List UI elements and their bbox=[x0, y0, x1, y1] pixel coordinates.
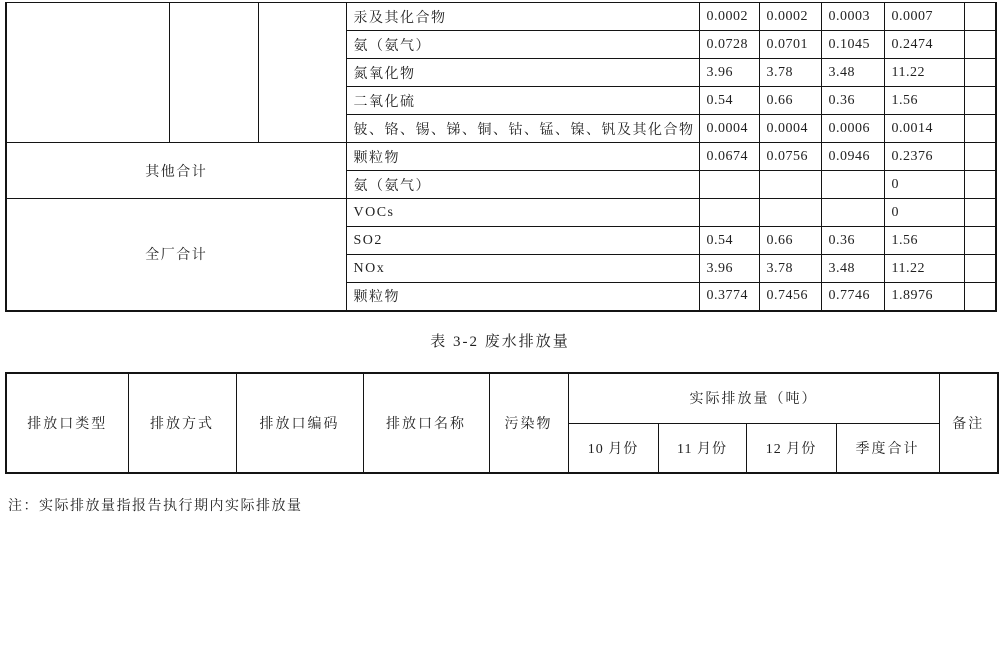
value-cell bbox=[759, 171, 821, 199]
carryover-cell-2 bbox=[169, 3, 258, 143]
value-cell: 0.7456 bbox=[759, 283, 821, 311]
value-cell: 0 bbox=[884, 171, 964, 199]
value-cell: 0.0701 bbox=[759, 31, 821, 59]
remark-cell bbox=[964, 87, 996, 115]
value-cell: 0.0674 bbox=[699, 143, 759, 171]
pollutant-cell: NOx bbox=[346, 255, 699, 283]
value-cell: 0.0728 bbox=[699, 31, 759, 59]
value-cell bbox=[759, 199, 821, 227]
header-pollutant: 污染物 bbox=[489, 373, 568, 473]
value-cell: 0.2474 bbox=[884, 31, 964, 59]
pollutant-cell: SO2 bbox=[346, 227, 699, 255]
value-cell: 0.0004 bbox=[699, 115, 759, 143]
value-cell: 0.0006 bbox=[821, 115, 884, 143]
value-cell: 0.7746 bbox=[821, 283, 884, 311]
value-cell: 3.78 bbox=[759, 255, 821, 283]
value-cell bbox=[699, 171, 759, 199]
emission-table-continued bbox=[5, 2, 997, 312]
pollutant-cell: 氮氧化物 bbox=[346, 59, 699, 87]
value-cell: 3.78 bbox=[759, 59, 821, 87]
header-actual-emission: 实际排放量（吨） bbox=[568, 373, 939, 423]
remark-cell bbox=[964, 31, 996, 59]
header-quarter-total: 季度合计 bbox=[836, 423, 939, 473]
value-cell: 0.0007 bbox=[884, 3, 964, 31]
remark-cell bbox=[964, 199, 996, 227]
wastewater-table bbox=[5, 372, 999, 474]
table-row bbox=[6, 199, 996, 227]
value-cell: 0.0946 bbox=[821, 143, 884, 171]
value-cell: 3.96 bbox=[699, 59, 759, 87]
value-cell: 1.56 bbox=[884, 87, 964, 115]
table-row bbox=[6, 3, 996, 31]
value-cell bbox=[699, 199, 759, 227]
value-cell: 0.36 bbox=[821, 227, 884, 255]
table-header-row bbox=[6, 373, 998, 423]
table-row bbox=[6, 143, 996, 171]
value-cell: 0.0002 bbox=[759, 3, 821, 31]
value-cell: 0.0003 bbox=[821, 3, 884, 31]
value-cell: 3.48 bbox=[821, 255, 884, 283]
header-month-dec: 12 月份 bbox=[746, 423, 836, 473]
header-remark: 备注 bbox=[939, 373, 998, 473]
remark-cell bbox=[964, 59, 996, 87]
value-cell: 0.0014 bbox=[884, 115, 964, 143]
value-cell: 11.22 bbox=[884, 255, 964, 283]
plant-total-label: 全厂合计 bbox=[6, 199, 346, 311]
other-total-label: 其他合计 bbox=[6, 143, 346, 199]
pollutant-cell: 氨（氨气） bbox=[346, 31, 699, 59]
pollutant-cell: VOCs bbox=[346, 199, 699, 227]
header-outlet-type: 排放口类型 bbox=[6, 373, 128, 473]
pollutant-cell: 颗粒物 bbox=[346, 143, 699, 171]
value-cell bbox=[821, 171, 884, 199]
value-cell: 11.22 bbox=[884, 59, 964, 87]
header-outlet-name: 排放口名称 bbox=[363, 373, 489, 473]
value-cell: 0.66 bbox=[759, 227, 821, 255]
remark-cell bbox=[964, 283, 996, 311]
pollutant-cell: 铍、铬、锡、锑、铜、钴、锰、镍、钒及其化合物 bbox=[346, 115, 699, 143]
remark-cell bbox=[964, 171, 996, 199]
value-cell: 0 bbox=[884, 199, 964, 227]
value-cell: 0.3774 bbox=[699, 283, 759, 311]
value-cell: 0.0004 bbox=[759, 115, 821, 143]
header-month-nov: 11 月份 bbox=[658, 423, 746, 473]
remark-cell bbox=[964, 255, 996, 283]
footnote: 注：实际排放量指报告执行期内实际排放量 bbox=[8, 499, 303, 514]
value-cell: 1.8976 bbox=[884, 283, 964, 311]
value-cell: 0.54 bbox=[699, 227, 759, 255]
pollutant-cell: 二氧化硫 bbox=[346, 87, 699, 115]
value-cell: 3.48 bbox=[821, 59, 884, 87]
pollutant-cell: 氨（氨气） bbox=[346, 171, 699, 199]
carryover-cell-1 bbox=[6, 3, 169, 143]
value-cell: 0.66 bbox=[759, 87, 821, 115]
remark-cell bbox=[964, 143, 996, 171]
header-discharge-method: 排放方式 bbox=[128, 373, 236, 473]
value-cell: 1.56 bbox=[884, 227, 964, 255]
carryover-cell-3 bbox=[258, 3, 346, 143]
value-cell: 0.1045 bbox=[821, 31, 884, 59]
value-cell: 0.36 bbox=[821, 87, 884, 115]
table-title: 表 3-2 废水排放量 bbox=[430, 334, 570, 350]
value-cell: 0.54 bbox=[699, 87, 759, 115]
remark-cell bbox=[964, 3, 996, 31]
pollutant-cell: 颗粒物 bbox=[346, 283, 699, 311]
value-cell: 0.0002 bbox=[699, 3, 759, 31]
remark-cell bbox=[964, 227, 996, 255]
value-cell: 0.0756 bbox=[759, 143, 821, 171]
value-cell: 3.96 bbox=[699, 255, 759, 283]
header-month-oct: 10 月份 bbox=[568, 423, 658, 473]
remark-cell bbox=[964, 115, 996, 143]
value-cell: 0.2376 bbox=[884, 143, 964, 171]
pollutant-cell: 汞及其化合物 bbox=[346, 3, 699, 31]
header-outlet-code: 排放口编码 bbox=[236, 373, 363, 473]
value-cell bbox=[821, 199, 884, 227]
